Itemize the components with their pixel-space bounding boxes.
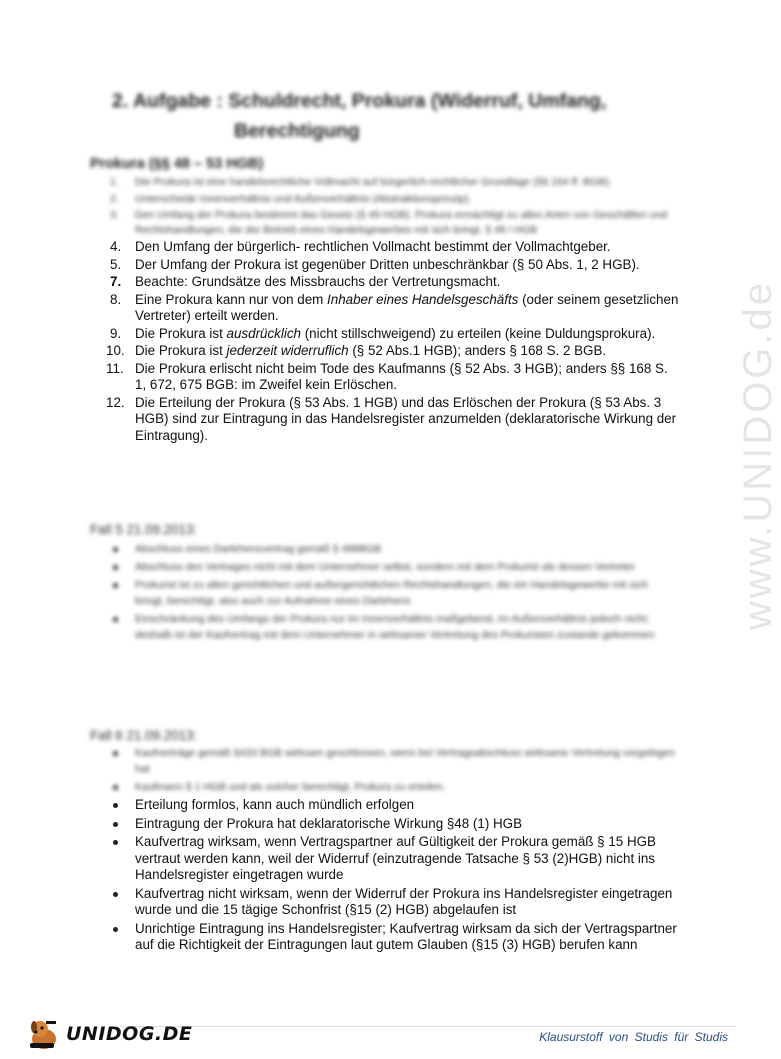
item-text: Einschränkung des Umfangs der Prokura nur im Innenverhältnis maßgebend, im Außenverhältnis jedoch nicht; deshalb ist der Kaufvertrag mit dem Unternehmer in wirksamer Vertretung des Prokuristen zustande gekommen: [135, 613, 655, 641]
list-item: [90, 361, 680, 394]
title-line-1: 2. Aufgabe : Schuldrecht, Prokura (Widerruf, Umfang,: [112, 90, 607, 112]
section-heading: Prokura (§§ 48 – 53 HGB): [90, 156, 264, 172]
item-number: 2.: [110, 193, 119, 205]
list-item: [90, 611, 680, 643]
item-text: Erteilung formlos, kann auch mündlich erfolgen: [135, 797, 415, 812]
bullet-icon: [113, 822, 118, 827]
bullet-icon: [113, 840, 118, 845]
item-text: Die Erteilung der Prokura (§ 53 Abs. 1 HGB) und das Erlöschen der Prokura (§ 53 Abs. 3 HGB) sind zur Eintragung in das Handelsregister anzumelden (deklaratorische Wirkung der Eintragung).: [135, 394, 677, 443]
item-text-a: Eine Prokura kann nur von dem: [135, 291, 328, 307]
bullet-icon: [113, 927, 118, 932]
case-heading: Fall 6 21.09.2013:: [90, 728, 198, 743]
item-text-emphasis: jederzeit widerruflich: [226, 343, 349, 358]
watermark: [692, 280, 780, 750]
item-text: Unterscheide Innenverhältnis und Außenverhältnis (Abstraktionsprinzip).: [135, 193, 472, 205]
list-item: [90, 292, 680, 325]
item-number: 11.: [106, 360, 124, 376]
item-text: Abschluss eines Darlehensvertrag gemäß § 488BGB: [135, 543, 382, 555]
list-item: [90, 577, 680, 609]
item-text: Kaufmann § 1 HGB und als solcher berechtigt, Prokura zu erteilen.: [135, 781, 446, 793]
item-text: Beachte: Grundsätze des Missbrauchs der Vertretungsmacht.: [135, 274, 501, 289]
list-item: [90, 239, 680, 256]
item-text-b: (nicht stillschweigend) zu erteilen (keine Duldungsprokura).: [300, 325, 656, 341]
case-6-list: [90, 745, 680, 956]
list-item: [90, 834, 680, 884]
bullet-icon: [113, 785, 118, 790]
item-text: Den Umfang der bürgerlich- rechtlichen Vollmacht bestimmt der Vollmachtgeber.: [135, 239, 611, 254]
item-text: Abschluss des Vertrages nicht mit dem Unternehmer selbst, sondern mit dem Prokurist als dessen Vertreter: [135, 561, 636, 573]
prokura-list: [90, 174, 680, 445]
item-text-b: (§ 52 Abs.1 HGB); anders § 168 S. 2 BGB.: [348, 343, 607, 358]
footer-divider: [120, 1026, 736, 1027]
dog-mascot-icon: [26, 1017, 62, 1051]
list-item: [90, 395, 680, 445]
item-text: Kaufvertrag nicht wirksam, wenn der Widerruf der Prokura ins Handelsregister eingetragen wurde und die 15 tägige Schonfrist (§15 (2) HGB) abgelaufen ist: [135, 885, 673, 917]
list-item: [90, 208, 680, 238]
item-text: Unrichtige Eintragung ins Handelsregister; Kaufvertrag wirksam da sich der Vertragspartner auf die Richtigkeit der Eintragungen laut gutem Glauben (§15 (3) HGB) berufen kann: [135, 920, 677, 952]
list-item: [90, 343, 680, 360]
item-number: 10.: [106, 343, 125, 358]
item-text-emphasis: ausdrücklich: [226, 325, 301, 341]
bullet-icon: [113, 583, 118, 588]
item-text: Kaufverträge gemäß §433 BGB wirksam geschlossen, wenn bei Vertragsabschluss wirksame Vertretung vorgelegen hat: [135, 747, 675, 775]
item-text-a: Die Prokura ist: [135, 325, 227, 341]
page-title: [112, 86, 672, 146]
list-item: [90, 779, 680, 795]
watermark-text: www.UNIDOG.de: [736, 280, 780, 631]
list-item: [90, 745, 680, 777]
bullet-icon: [113, 892, 118, 897]
list-item: [90, 559, 680, 575]
list-item: [90, 541, 680, 557]
bullet-icon: [113, 565, 118, 570]
list-item: [90, 274, 680, 291]
title-line-2: Berechtigung: [234, 120, 360, 142]
list-item: [90, 816, 680, 833]
bullet-icon: [113, 751, 118, 756]
item-number: 3.: [110, 209, 119, 221]
item-number: 7.: [110, 274, 122, 289]
item-text: Den Umfang der Prokura bestimmt das Gesetz (§ 49 HGB). Prokura ermächtigt zu allen Arten von Geschäften und Rechtshandlungen, die der Betrieb eines Handelsgewerbes mit sich bringt, § 49 I HGB: [135, 209, 668, 236]
bullet-icon: [113, 617, 118, 622]
item-number: 9.: [110, 325, 122, 341]
list-item: [90, 326, 680, 343]
unidog-logo[interactable]: [26, 1014, 192, 1054]
item-text: Eintragung der Prokura hat deklaratorische Wirkung §48 (1) HGB: [135, 815, 523, 831]
item-number: 8.: [110, 291, 122, 307]
list-item: [90, 921, 680, 954]
logo-text: UNIDOG.DE: [66, 1023, 193, 1045]
list-item: [90, 191, 680, 207]
item-text: Kaufvertrag wirksam, wenn Vertragspartner auf Gültigkeit der Prokura gemäß § 15 HGB vertraut werden kann, weil der Widerruf (einzutragende Tatsache § 53 (2)HGB) nicht ins Handelsregister eingetragen wurde: [135, 834, 656, 882]
item-text-a: Die Prokura ist: [135, 343, 227, 358]
footer-tagline: Klausurstoff von Studis für Studis: [539, 1030, 728, 1044]
item-text: Die Prokura ist eine handelsrechtliche Vollmacht auf bürgerlich-rechtlicher Grundlage (§§ 164 ff. BGB).: [135, 176, 612, 188]
item-number: 12.: [106, 394, 125, 410]
item-text-emphasis: Inhaber eines Handelsgeschäfts: [327, 291, 519, 307]
item-text-b: (oder seinem gesetzlichen Vertreter) erteilt werden.: [135, 291, 679, 323]
item-number: 1.: [110, 176, 119, 188]
list-item: [90, 886, 680, 919]
list-item: [90, 257, 680, 274]
case-5-list: [90, 541, 680, 645]
case-heading: Fall 5 21.09.2013:: [90, 522, 198, 537]
bullet-icon: [113, 547, 118, 552]
item-number: 5.: [110, 256, 122, 272]
item-text: Der Umfang der Prokura ist gegenüber Dritten unbeschränkbar (§ 50 Abs. 1, 2 HGB).: [135, 256, 640, 272]
item-number: 4.: [110, 239, 122, 254]
item-text: Die Prokura erlischt nicht beim Tode des Kaufmanns (§ 52 Abs. 3 HGB); anders §§ 168 S. 1, 672, 675 BGB: im Zweifel kein Erlöschen.: [135, 360, 668, 392]
item-text: Prokurist ist zu allen gerichtlichen und außergerichtlichen Rechtshandlungen, die ein Handelsgewerbe mit sich bringt, berechtigt, also auch zur Aufnahme eines Darlehens: [135, 579, 649, 607]
bullet-icon: [113, 803, 118, 808]
list-item: [90, 174, 680, 190]
list-item: [90, 797, 680, 814]
